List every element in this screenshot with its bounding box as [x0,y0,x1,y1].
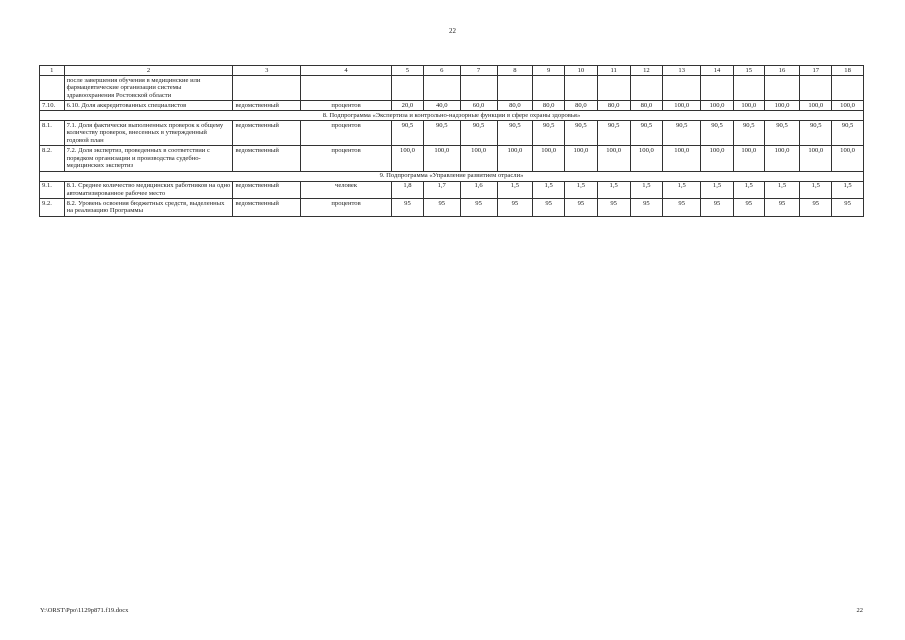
header-col: 7 [460,66,497,76]
value-cell [630,76,663,101]
value-cell [663,76,701,101]
value-cell: 1,5 [800,181,832,199]
value-cell [597,76,630,101]
value-cell: 1,8 [392,181,424,199]
header-col: 18 [832,66,864,76]
value-cell: 90,5 [460,121,497,146]
indicator-name: 8.1. Среднее количество медицинских работников на одно автоматизированное рабочее место [64,181,233,199]
value-cell: 95 [701,199,734,217]
value-cell: 20,0 [392,101,424,111]
value-cell: 1,5 [701,181,734,199]
indicator-name: 6.10. Доля аккредитованных специалистов [64,101,233,111]
value-cell: 95 [497,199,533,217]
page-number-top: 22 [449,27,456,35]
value-cell: 90,5 [701,121,734,146]
indicators-table [39,65,864,217]
value-cell: 95 [800,199,832,217]
value-cell: 90,5 [423,121,460,146]
value-cell [800,76,832,101]
value-cell: 1,6 [460,181,497,199]
header-col: 14 [701,66,734,76]
value-cell: 90,5 [764,121,800,146]
header-row [40,66,864,76]
section-title: 9. Подпрограмма «Управление развитием отрасли» [40,171,864,181]
value-cell: 80,0 [533,101,565,111]
value-cell: 100,0 [832,101,864,111]
value-cell: 100,0 [460,146,497,171]
value-cell: 100,0 [733,101,764,111]
unit: человек [301,181,392,199]
row-number: 7.10. [40,101,65,111]
value-cell: 1,5 [832,181,864,199]
value-cell: 90,5 [800,121,832,146]
header-col: 6 [423,66,460,76]
value-cell: 95 [832,199,864,217]
value-cell: 100,0 [392,146,424,171]
header-col: 15 [733,66,764,76]
value-cell: 100,0 [733,146,764,171]
indicator-name: 7.1. Доля фактически выполненных проверок к общему количеству проверок, внесенных в утвержденный годовой план [64,121,233,146]
header-col: 4 [301,66,392,76]
value-cell: 90,5 [663,121,701,146]
value-cell [423,76,460,101]
section-row [40,171,864,181]
value-cell: 95 [533,199,565,217]
section-row [40,111,864,121]
value-cell: 80,0 [565,101,598,111]
header-col: 8 [497,66,533,76]
value-cell: 100,0 [764,146,800,171]
value-cell: 1,5 [597,181,630,199]
value-cell [392,76,424,101]
table-row [40,181,864,199]
value-cell: 1,7 [423,181,460,199]
header-col: 2 [64,66,233,76]
header-col: 10 [565,66,598,76]
table-body [40,76,864,217]
value-cell: 90,5 [497,121,533,146]
indicator-type: ведомственный [233,146,301,171]
value-cell: 60,0 [460,101,497,111]
value-cell: 80,0 [630,101,663,111]
value-cell: 1,5 [764,181,800,199]
value-cell: 1,5 [533,181,565,199]
value-cell: 95 [630,199,663,217]
value-cell [832,76,864,101]
indicator-type [233,76,301,101]
value-cell: 100,0 [800,146,832,171]
indicator-type: ведомственный [233,121,301,146]
unit: процентов [301,199,392,217]
value-cell: 95 [733,199,764,217]
value-cell [497,76,533,101]
value-cell [701,76,734,101]
value-cell: 95 [392,199,424,217]
table-row [40,146,864,171]
value-cell [533,76,565,101]
value-cell: 95 [663,199,701,217]
value-cell: 95 [597,199,630,217]
row-number [40,76,65,101]
header-col: 13 [663,66,701,76]
value-cell: 1,5 [630,181,663,199]
row-number: 9.2. [40,199,65,217]
value-cell: 100,0 [701,101,734,111]
indicator-name: 8.2. Уровень освоения бюджетных средств, выделенных на реализацию Программы [64,199,233,217]
value-cell: 95 [460,199,497,217]
indicator-name: после завершения обучения в медицинские или фармацевтические организации системы здравоохранения Ростовской области [64,76,233,101]
header-col: 5 [392,66,424,76]
value-cell: 100,0 [764,101,800,111]
unit: процентов [301,101,392,111]
table-row [40,76,864,101]
footer-page-number: 22 [856,607,863,614]
value-cell: 1,5 [497,181,533,199]
unit [301,76,392,101]
value-cell: 1,5 [733,181,764,199]
row-number: 9.1. [40,181,65,199]
table-row [40,101,864,111]
value-cell: 80,0 [497,101,533,111]
value-cell: 90,5 [392,121,424,146]
table-row [40,121,864,146]
value-cell: 90,5 [597,121,630,146]
value-cell: 100,0 [663,146,701,171]
header-col: 11 [597,66,630,76]
value-cell: 90,5 [733,121,764,146]
value-cell: 100,0 [701,146,734,171]
value-cell: 100,0 [565,146,598,171]
header-col: 3 [233,66,301,76]
value-cell: 1,5 [565,181,598,199]
value-cell: 90,5 [832,121,864,146]
value-cell: 95 [423,199,460,217]
value-cell: 40,0 [423,101,460,111]
unit: процентов [301,121,392,146]
table-row [40,199,864,217]
value-cell: 90,5 [565,121,598,146]
value-cell: 100,0 [630,146,663,171]
footer-file-path: Y:\ORST\Ppo\1129p871.f19.docx [40,607,129,614]
value-cell: 100,0 [423,146,460,171]
value-cell [764,76,800,101]
value-cell [460,76,497,101]
value-cell: 100,0 [800,101,832,111]
value-cell: 100,0 [533,146,565,171]
header-col: 1 [40,66,65,76]
header-col: 16 [764,66,800,76]
header-col: 17 [800,66,832,76]
value-cell: 95 [565,199,598,217]
value-cell [565,76,598,101]
header-col: 12 [630,66,663,76]
unit: процентов [301,146,392,171]
value-cell [733,76,764,101]
indicator-type: ведомственный [233,101,301,111]
value-cell: 80,0 [597,101,630,111]
section-title: 8. Подпрограмма «Экспертиза и контрольно-надзорные функции в сфере охраны здоровья» [40,111,864,121]
value-cell: 90,5 [533,121,565,146]
value-cell: 100,0 [497,146,533,171]
header-col: 9 [533,66,565,76]
value-cell: 100,0 [832,146,864,171]
row-number: 8.2. [40,146,65,171]
row-number: 8.1. [40,121,65,146]
value-cell: 100,0 [597,146,630,171]
indicator-name: 7.2. Доля экспертиз, проведенных в соответствии с порядком организации и производства судебно-медицинских экспертиз [64,146,233,171]
value-cell: 95 [764,199,800,217]
indicator-type: ведомственный [233,199,301,217]
value-cell: 1,5 [663,181,701,199]
value-cell: 90,5 [630,121,663,146]
indicator-type: ведомственный [233,181,301,199]
value-cell: 100,0 [663,101,701,111]
